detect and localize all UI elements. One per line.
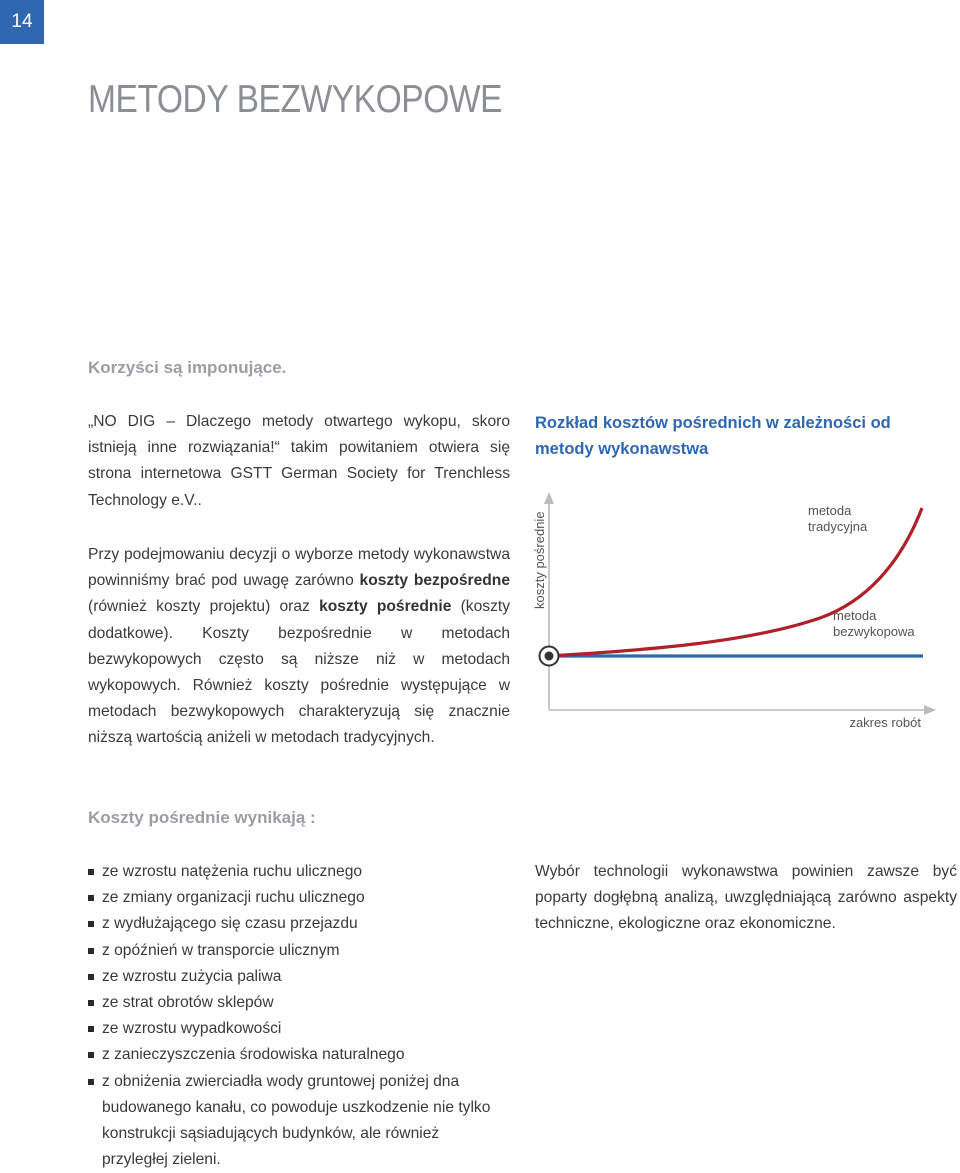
list-item	[88, 859, 518, 885]
list-item	[88, 990, 518, 1016]
intro-paragraph: „NO DIG – Dlaczego metody otwartego wykopu, skoro istnieją inne rozwiązania!“ takim powitaniem otwiera się strona internetowa GSTT German Society for Trenchless Technology e.V..	[88, 413, 510, 509]
list-item-text: z opóźnień w transporcie ulicznym	[102, 941, 340, 959]
start-point-dot	[545, 652, 554, 661]
list-item	[88, 938, 518, 964]
list-item-text: ze wzrostu wypadkowości	[102, 1020, 282, 1038]
list-item	[88, 1069, 507, 1173]
series-label-trenchless-line2: bezwykopowa	[833, 624, 915, 639]
bullet-square-icon	[88, 948, 94, 954]
conclusion-paragraph: Wybór technologii wykonawstwa powinien zawsze być poparty dogłębną analizą, uwzględniającą zarówno aspekty techniczne, ekologiczne oraz ekonomiczne.	[535, 863, 957, 933]
list-item	[88, 885, 518, 911]
list-item-text: ze wzrostu zużycia paliwa	[102, 967, 282, 985]
cost-distribution-chart	[520, 480, 940, 740]
body-text-1: Przy podejmowaniu decyzji o wyborze metody wykonawstwa powinniśmy brać pod uwagę zarówno	[88, 546, 510, 590]
x-axis-arrow	[924, 705, 936, 715]
chart-title: Rozkład kosztów pośrednich w zależności od metody wykonawstwa	[535, 414, 891, 458]
y-axis-label: koszty pośrednie	[532, 511, 547, 609]
bullet-square-icon	[88, 869, 94, 875]
indirect-costs-list	[88, 859, 518, 1173]
list-item-text: ze zmiany organizacji ruchu ulicznego	[102, 889, 365, 907]
section-heading-indirect-costs: Koszty pośrednie wynikają :	[88, 808, 316, 827]
page-title: METODY BEZWYKOPOWE	[88, 78, 503, 121]
body-text-3: (koszty dodatkowe). Koszty bezpośrednie w metodach bezwykopowych często są niższe niż w metodach wykopowych. Również koszty pośrednie występujące w metodach bezwykopowych charakteryzują się znacznie niższą wartością aniżeli w metodach tradycyjnych.	[88, 598, 510, 747]
list-item-text: ze wzrostu natężenia ruchu ulicznego	[102, 863, 363, 880]
bullet-square-icon	[88, 974, 94, 980]
bullet-square-icon	[88, 1000, 94, 1006]
list-item	[88, 964, 518, 990]
bullet-square-icon	[88, 1026, 94, 1032]
list-item-text: ze strat obrotów sklepów	[102, 994, 274, 1012]
bullet-square-icon	[88, 1079, 94, 1085]
bullet-square-icon	[88, 895, 94, 901]
bullet-square-icon	[88, 921, 94, 927]
list-item-text: z obniżenia zwierciadła wody gruntowej poniżej dna budowanego kanału, co powoduje uszkodzenie nie tylko konstrukcji sąsiadujących budynków, ale również przyległej zieleni.	[102, 1072, 491, 1169]
page-number-badge: 14	[0, 0, 44, 44]
list-item-text: z zanieczyszczenia środowiska naturalnego	[102, 1046, 405, 1064]
body-paragraph	[88, 542, 510, 752]
direct-costs-term: koszty bezpośredne	[359, 572, 511, 590]
section-heading-benefits: Korzyści są imponujące.	[88, 358, 287, 377]
series-label-trenchless-line1: metoda	[833, 608, 877, 623]
list-item	[88, 911, 518, 937]
series-label-trenchless	[833, 608, 915, 639]
bullet-square-icon	[88, 1052, 94, 1058]
indirect-costs-term: koszty pośrednie	[319, 598, 452, 616]
y-axis-arrow	[544, 492, 554, 504]
list-item-text: z wydłużającego się czasu przejazdu	[102, 915, 358, 933]
list-item	[88, 1042, 518, 1068]
body-text-2: (również koszty projektu) oraz	[88, 598, 320, 616]
list-item	[88, 1016, 518, 1042]
x-axis-label: zakres robót	[849, 715, 921, 730]
series-label-traditional	[808, 503, 868, 534]
series-label-traditional-line2: tradycyjna	[808, 519, 868, 534]
series-label-traditional-line1: metoda	[808, 503, 852, 518]
